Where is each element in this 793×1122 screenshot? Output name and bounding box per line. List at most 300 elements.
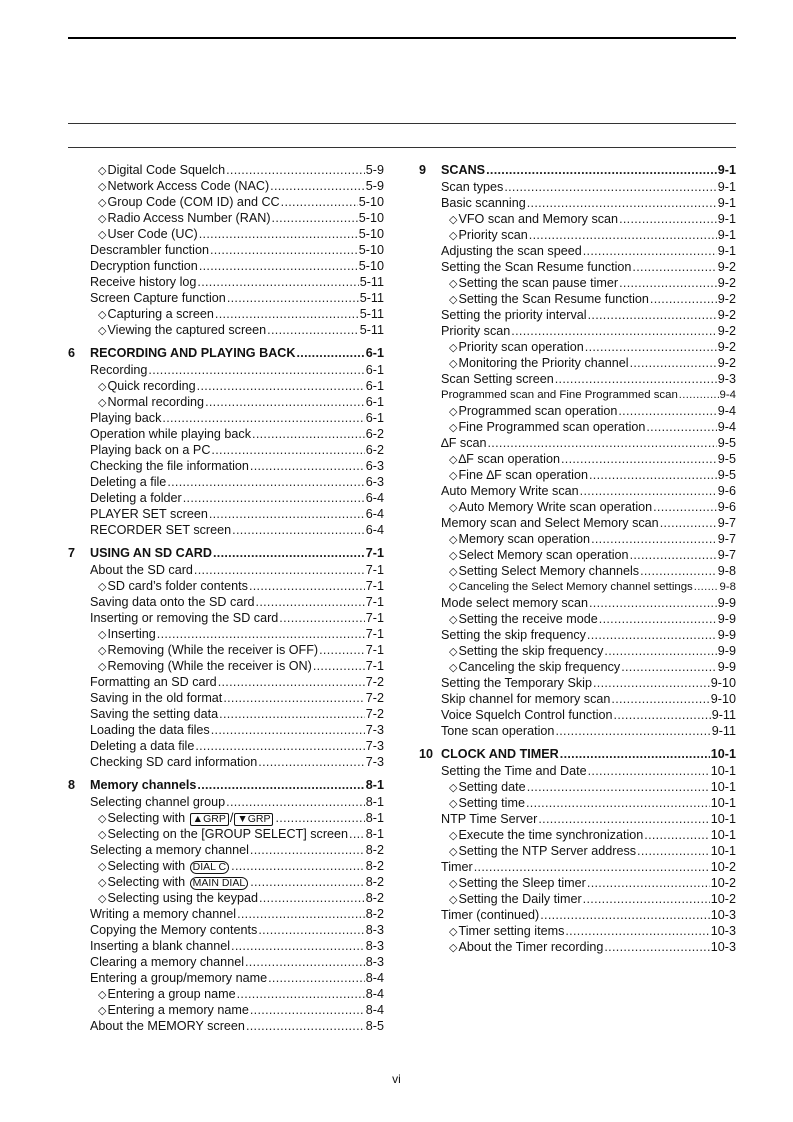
toc-entry-page: 7-1 <box>365 579 384 593</box>
toc-entry-page: 6-1 <box>365 363 384 377</box>
toc-section-9 <box>419 162 736 739</box>
toc-entry-page: 7-1 <box>365 595 384 609</box>
toc-entry[interactable] <box>90 178 384 194</box>
toc-entry[interactable] <box>90 642 384 658</box>
main-dial-key-icon: MAIN DIAL <box>190 877 249 890</box>
toc-entry[interactable] <box>441 875 736 891</box>
toc-entry[interactable] <box>90 890 384 906</box>
toc-entry[interactable] <box>441 763 736 779</box>
toc-entry[interactable] <box>441 323 736 339</box>
toc-entry[interactable] <box>90 306 384 322</box>
toc-entry-page: 5-10 <box>358 227 384 241</box>
toc-entry[interactable] <box>90 162 384 178</box>
toc-entry-title: Checking SD card information <box>90 755 258 769</box>
toc-entry-title: ◇ Fine ∆F scan operation <box>441 467 588 484</box>
toc-entry[interactable] <box>441 891 736 907</box>
toc-entry[interactable] <box>90 986 384 1002</box>
toc-entry-title: ◇ ∆F scan operation <box>441 451 560 468</box>
toc-entry[interactable] <box>441 483 736 499</box>
toc-entry[interactable] <box>441 795 736 811</box>
toc-entry-title: ◇ Viewing the captured screen <box>90 322 266 339</box>
toc-entry-title: ◇ Entering a memory name <box>90 1002 249 1019</box>
section-title: Memory channels <box>90 778 197 792</box>
toc-entry-page: 6-4 <box>365 507 384 521</box>
toc-entry[interactable] <box>441 779 736 795</box>
toc-entry[interactable] <box>90 274 384 290</box>
toc-entry-title: Operation while playing back <box>90 427 252 441</box>
toc-entry-page: 8-5 <box>365 1019 384 1033</box>
toc-entry-title: Recording <box>90 363 148 377</box>
toc-entry-title: Setting the Scan Resume function <box>441 260 632 274</box>
toc-entry-page: 7-1 <box>365 659 384 673</box>
toc-entry-title: ◇ Memory scan operation <box>441 531 590 548</box>
toc-section-10 <box>419 746 736 955</box>
top-rule <box>68 37 736 39</box>
toc-entry[interactable] <box>90 690 384 706</box>
toc-entry-title: ◇ Radio Access Number (RAN) <box>90 210 271 227</box>
toc-entry[interactable] <box>441 675 736 691</box>
toc-entry-title: ◇ Setting the Sleep timer <box>441 875 586 892</box>
toc-entry-page: 5-10 <box>358 243 384 257</box>
dial-c-key-icon: DIAL C <box>190 861 229 874</box>
toc-entry-title: ◇ VFO scan and Memory scan <box>441 211 618 228</box>
toc-entry-title: ◇ Fine Programmed scan operation <box>441 419 645 436</box>
toc-entry-page: 9-1 <box>717 244 736 258</box>
toc-entry-title: Scan types <box>441 180 504 194</box>
section-heading[interactable] <box>68 777 384 794</box>
grp-up-key-icon: ▲GRP <box>190 813 229 826</box>
toc-entry-page: 6-4 <box>365 523 384 537</box>
toc-entry-title: ◇ Removing (While the receiver is ON) <box>90 658 312 675</box>
toc-entry[interactable] <box>441 467 736 483</box>
toc-entry-page: 7-1 <box>365 611 384 625</box>
toc-entry-page: 7-3 <box>365 723 384 737</box>
toc-entry-page: 9-2 <box>717 292 736 306</box>
toc-entry[interactable] <box>90 842 384 858</box>
toc-entry[interactable] <box>90 674 384 690</box>
toc-entry-title: ◇ Setting the receive mode <box>441 611 598 628</box>
toc-entry-page: 9-1 <box>717 180 736 194</box>
toc-entry-page: 10-2 <box>710 860 736 874</box>
toc-entry[interactable]: ◇ Selecting with ▲GRP / ▼GRP ..... 8-1 <box>90 810 384 826</box>
toc-entry-page: 9-1 <box>717 212 736 226</box>
section-heading[interactable] <box>419 746 736 763</box>
toc-entry-title: Memory scan and Select Memory scan <box>441 516 659 530</box>
toc-entry-title: ◇ Inserting <box>90 626 156 643</box>
toc-entry-title: About the MEMORY screen <box>90 1019 245 1033</box>
toc-entry[interactable] <box>441 259 736 275</box>
toc-entry-page: 9-2 <box>717 324 736 338</box>
toc-entry-page: 10-2 <box>710 876 736 890</box>
toc-entry-page: 9-2 <box>717 276 736 290</box>
toc-entry-page: 9-6 <box>717 500 736 514</box>
header-rule-upper <box>68 123 736 124</box>
toc-entry-page: 8-3 <box>365 955 384 969</box>
toc-entry-page: 8-2 <box>365 907 384 921</box>
toc-entry-title: Selecting channel group <box>90 795 226 809</box>
section-number: 10 <box>419 747 434 761</box>
toc-entry[interactable] <box>441 659 736 675</box>
toc-entry-title: ◇ Setting the Daily timer <box>441 891 582 908</box>
toc-entry[interactable] <box>441 243 736 259</box>
toc-entry-title: Saving in the old format <box>90 691 223 705</box>
toc-entry-page: 9-4 <box>717 420 736 434</box>
toc-entry[interactable] <box>441 275 736 291</box>
toc-section-8 <box>68 777 384 1034</box>
toc-entry[interactable] <box>90 754 384 770</box>
toc-entry-title: Decryption function <box>90 259 198 273</box>
toc-entry[interactable] <box>90 426 384 442</box>
toc-entry-title: Inserting or removing the SD card <box>90 611 279 625</box>
toc-entry-page: 8-4 <box>365 987 384 1001</box>
toc-entry-title: Entering a group/memory name <box>90 971 268 985</box>
toc-entry[interactable] <box>441 691 736 707</box>
section-page: 7-1 <box>365 546 384 560</box>
toc-entry[interactable] <box>90 194 384 210</box>
toc-entry-title: Receive history log <box>90 275 197 289</box>
toc-entry-page: 10-3 <box>710 924 736 938</box>
toc-entry-page: 9-10 <box>710 676 736 690</box>
section-title: USING AN SD CARD <box>90 546 212 560</box>
section-title: SCANS <box>441 163 486 177</box>
toc-entry-page: 8-4 <box>365 971 384 985</box>
toc-entry[interactable] <box>90 442 384 458</box>
toc-entry[interactable] <box>441 387 736 403</box>
toc-entry[interactable] <box>90 378 384 394</box>
toc-entry-page: 6-3 <box>365 475 384 489</box>
toc-entry[interactable] <box>441 707 736 723</box>
toc-entry-title: ◇ Setting Select Memory channels <box>441 563 639 580</box>
toc-entry[interactable] <box>90 458 384 474</box>
toc-entry[interactable] <box>90 738 384 754</box>
toc-entry-page: 7-1 <box>365 643 384 657</box>
toc-entry[interactable] <box>90 394 384 410</box>
toc-entry-title: Setting the skip frequency <box>441 628 586 642</box>
toc-entry-page: 8-4 <box>365 1003 384 1017</box>
toc-entry-page: 6-1 <box>365 395 384 409</box>
toc-entry[interactable] <box>90 1018 384 1034</box>
toc-entry[interactable] <box>441 291 736 307</box>
toc-entry-title: RECORDER SET screen <box>90 523 232 537</box>
toc-entry-title: Timer (continued) <box>441 908 540 922</box>
toc-entry-title: ◇ Removing (While the receiver is OFF) <box>90 642 318 659</box>
toc-entry-page: 10-1 <box>710 828 736 842</box>
toc-continued-section <box>68 162 384 338</box>
page-number: vi <box>392 1072 401 1086</box>
toc-entry[interactable] <box>90 626 384 642</box>
section-number: 9 <box>419 163 427 177</box>
toc-entry-page: 9-4 <box>719 389 736 401</box>
toc-entry-title: ◇ Quick recording <box>90 378 196 395</box>
toc-entry-page: 7-2 <box>365 707 384 721</box>
toc-entry-page: 6-1 <box>365 379 384 393</box>
toc-entry-page: 9-5 <box>717 436 736 450</box>
toc-entry-title: ◇ Programmed scan operation <box>441 403 617 420</box>
section-number: 7 <box>68 546 76 560</box>
toc-entry[interactable] <box>441 907 736 923</box>
toc-entry[interactable] <box>441 435 736 451</box>
toc-section-7 <box>68 545 384 770</box>
toc-entry-page: 10-1 <box>710 780 736 794</box>
toc-entry-page: 5-10 <box>358 211 384 225</box>
toc-entry-page: 7-3 <box>365 739 384 753</box>
toc-entry-title: ◇ Priority scan <box>441 227 528 244</box>
toc-entry[interactable] <box>90 562 384 578</box>
toc-entry-page: 9-11 <box>711 708 736 722</box>
section-entries <box>419 179 736 739</box>
toc-entry[interactable] <box>441 499 736 515</box>
toc-entry-title: Clearing a memory channel <box>90 955 244 969</box>
toc-entry-page: 5-10 <box>358 195 384 209</box>
toc-entry[interactable] <box>90 954 384 970</box>
section-heading[interactable] <box>419 162 736 179</box>
toc-entry[interactable]: ◇ Selecting with DIAL C ..... 8-2 <box>90 858 384 874</box>
toc-entry[interactable] <box>90 610 384 626</box>
toc-entry[interactable] <box>90 578 384 594</box>
toc-entry[interactable]: ◇ Selecting with MAIN DIAL ..... 8-2 <box>90 874 384 890</box>
toc-entry[interactable] <box>90 594 384 610</box>
toc-entry[interactable] <box>441 531 736 547</box>
toc-entry-page: 8-2 <box>365 843 384 857</box>
toc-entry-title: ◇ Setting the skip frequency <box>441 643 603 660</box>
section-number: 6 <box>68 346 76 360</box>
toc-section-6 <box>68 345 384 538</box>
section-page: 6-1 <box>365 346 384 360</box>
toc-entry-title: ◇ Monitoring the Priority channel <box>441 355 629 372</box>
toc-entry-title: Playing back <box>90 411 162 425</box>
toc-entry[interactable] <box>441 843 736 859</box>
toc-entry-page: 9-4 <box>717 404 736 418</box>
toc-entry[interactable] <box>441 595 736 611</box>
toc-entry-page: 10-3 <box>710 940 736 954</box>
toc-entry-page: 10-1 <box>710 796 736 810</box>
toc-entry-page: 6-4 <box>365 491 384 505</box>
toc-entry[interactable] <box>441 579 736 595</box>
toc-entry-title: Checking the file information <box>90 459 249 473</box>
toc-entry-title: Selecting a memory channel <box>90 843 249 857</box>
toc-entry-page: 9-2 <box>717 260 736 274</box>
toc-entry-page: 5-9 <box>365 163 384 177</box>
toc-entry[interactable] <box>90 722 384 738</box>
toc-entry-title: ◇ Entering a group name <box>90 986 236 1003</box>
toc-entry[interactable] <box>441 419 736 435</box>
toc-entry-page: 9-2 <box>717 340 736 354</box>
toc-entry-title: ◇ Select Memory scan operation <box>441 547 629 564</box>
toc-entry-page: 10-1 <box>710 812 736 826</box>
toc-entry-page: 8-1 <box>365 795 384 809</box>
toc-entry[interactable] <box>441 515 736 531</box>
toc-entry-title: ∆F scan <box>441 436 487 450</box>
toc-entry[interactable] <box>441 859 736 875</box>
toc-entry-title: Inserting a blank channel <box>90 939 231 953</box>
toc-entry-title: Deleting a file <box>90 475 167 489</box>
toc-entry-title: Voice Squelch Control function <box>441 708 613 722</box>
toc-entry-title: Basic scanning <box>441 196 526 210</box>
toc-entry[interactable] <box>441 339 736 355</box>
toc-entry[interactable] <box>90 242 384 258</box>
toc-entry-page: 7-2 <box>365 675 384 689</box>
toc-entry[interactable] <box>441 403 736 419</box>
toc-entry[interactable] <box>441 643 736 659</box>
toc-entry[interactable] <box>441 939 736 955</box>
toc-entry-page: 9-6 <box>717 484 736 498</box>
toc-entry-page: 9-8 <box>717 564 736 578</box>
toc-entry[interactable] <box>90 410 384 426</box>
toc-entry-title: Screen Capture function <box>90 291 226 305</box>
toc-entry-title: ◇ Canceling the Select Memory channel settings <box>441 579 693 595</box>
toc-entry-page: 9-9 <box>717 612 736 626</box>
toc-entry-title: Mode select memory scan <box>441 596 588 610</box>
toc-entry[interactable] <box>90 210 384 226</box>
toc-entry[interactable] <box>90 506 384 522</box>
toc-entry[interactable] <box>90 474 384 490</box>
toc-entry-page: 8-3 <box>365 939 384 953</box>
section-entries <box>68 794 384 1034</box>
toc-entry-page: 9-7 <box>717 532 736 546</box>
section-number: 8 <box>68 778 76 792</box>
toc-entry-page: 9-1 <box>717 228 736 242</box>
toc-entry-page: 8-1 <box>365 827 384 841</box>
toc-entry-title: Copying the Memory contents <box>90 923 258 937</box>
toc-entry-title: Setting the priority interval <box>441 308 587 322</box>
toc-entry[interactable] <box>90 322 384 338</box>
toc-entry-page: 9-9 <box>717 596 736 610</box>
toc-entry-page: 9-7 <box>717 548 736 562</box>
section-entries <box>68 362 384 538</box>
toc-entry[interactable] <box>441 563 736 579</box>
toc-entry[interactable] <box>441 627 736 643</box>
toc-right-column <box>419 162 736 955</box>
toc-entry-title: ◇ Network Access Code (NAC) <box>90 178 269 195</box>
toc-entry[interactable] <box>90 906 384 922</box>
toc-entry[interactable] <box>90 258 384 274</box>
toc-entry-page: 7-2 <box>365 691 384 705</box>
toc-entry-title: ◇ Setting the scan pause timer <box>441 275 618 292</box>
toc-entry[interactable] <box>441 811 736 827</box>
toc-entry-page: 5-11 <box>359 275 384 289</box>
toc-entry-page: 10-2 <box>710 892 736 906</box>
toc-entry-title: ◇ Execute the time synchronization <box>441 827 643 844</box>
toc-entry-title: Playing back on a PC <box>90 443 211 457</box>
toc-entry[interactable] <box>441 371 736 387</box>
toc-entry-title: ◇ Group Code (COM ID) and CC <box>90 194 280 211</box>
toc-entry-title: ◇ Auto Memory Write scan operation <box>441 499 652 516</box>
toc-entry[interactable] <box>90 938 384 954</box>
toc-entry-title: ◇ Setting the Scan Resume function <box>441 291 649 308</box>
toc-entry-page: 8-2 <box>365 891 384 905</box>
toc-entry-page: 9-2 <box>717 356 736 370</box>
toc-left-column <box>68 162 384 1034</box>
toc-entry[interactable] <box>90 362 384 378</box>
toc-entry[interactable] <box>441 611 736 627</box>
toc-entry-page: 8-3 <box>365 923 384 937</box>
toc-entry[interactable] <box>90 290 384 306</box>
toc-entry[interactable] <box>90 490 384 506</box>
toc-entry[interactable] <box>441 827 736 843</box>
toc-entry[interactable] <box>90 826 384 842</box>
toc-entry[interactable] <box>90 522 384 538</box>
toc-entry[interactable] <box>90 794 384 810</box>
toc-entry[interactable] <box>90 706 384 722</box>
toc-entry[interactable] <box>441 547 736 563</box>
section-heading[interactable] <box>68 345 384 362</box>
toc-entry[interactable] <box>90 970 384 986</box>
toc-entry-title: ◇ Capturing a screen <box>90 306 214 323</box>
toc-entry-page: 5-9 <box>365 179 384 193</box>
toc-entry[interactable] <box>90 1002 384 1018</box>
toc-entry-title: ◇ Selecting using the keypad <box>90 890 258 907</box>
toc-entry-page: 5-11 <box>359 323 384 337</box>
toc-entry-title: ◇ SD card’s folder contents <box>90 578 248 595</box>
toc-entry-title: PLAYER SET screen <box>90 507 208 521</box>
toc-entry-title: Adjusting the scan speed <box>441 244 582 258</box>
toc-entry-title: Tone scan operation <box>441 724 555 738</box>
toc-entry-title: Setting the Time and Date <box>441 764 587 778</box>
toc-entry-page: 9-5 <box>717 468 736 482</box>
toc-entry-title: Saving data onto the SD card <box>90 595 255 609</box>
toc-entry[interactable] <box>90 922 384 938</box>
toc-entry[interactable] <box>441 179 736 195</box>
section-page: 8-1 <box>365 778 384 792</box>
toc-entry-page: 9-9 <box>717 660 736 674</box>
toc-entry-page: 9-2 <box>717 308 736 322</box>
header-rule-lower <box>68 147 736 148</box>
grp-down-key-icon: ▼GRP <box>234 813 273 826</box>
toc-entry-title: ◇ Setting time <box>441 795 525 812</box>
toc-entry-title: ◇ About the Timer recording <box>441 939 603 956</box>
toc-entry-page: 9-7 <box>717 516 736 530</box>
section-entries <box>419 763 736 955</box>
toc-entry[interactable] <box>441 355 736 371</box>
section-page: 10-1 <box>710 747 736 761</box>
toc-entry[interactable] <box>90 226 384 242</box>
toc-entry-page: 9-8 <box>719 581 736 593</box>
toc-entry-title: ◇ Digital Code Squelch <box>90 162 225 179</box>
toc-entry[interactable] <box>441 195 736 211</box>
toc-entry-title: ◇ Selecting on the [GROUP SELECT] screen <box>90 826 348 843</box>
toc-entry-page: 5-10 <box>358 259 384 273</box>
toc-entry-page: 5-11 <box>359 307 384 321</box>
toc-entry[interactable] <box>441 211 736 227</box>
toc-entry-title: Timer <box>441 860 473 874</box>
toc-entry-title: Programmed scan and Fine Programmed scan <box>441 389 678 401</box>
toc-entry[interactable] <box>441 307 736 323</box>
toc-entry-page: 7-1 <box>365 563 384 577</box>
toc-entry-page: 10-3 <box>710 908 736 922</box>
toc-entry-title: Scan Setting screen <box>441 372 554 386</box>
toc-entry[interactable] <box>441 451 736 467</box>
toc-entry-title: Priority scan <box>441 324 511 338</box>
toc-entry-title: Setting the Temporary Skip <box>441 676 592 690</box>
toc-entry-page: 10-1 <box>710 764 736 778</box>
toc-entry-page: 9-3 <box>717 372 736 386</box>
section-title: CLOCK AND TIMER <box>441 747 559 761</box>
toc-entry-title: Saving the setting data <box>90 707 219 721</box>
section-heading[interactable] <box>68 545 384 562</box>
toc-entry[interactable] <box>441 923 736 939</box>
toc-entry-title: Skip channel for memory scan <box>441 692 611 706</box>
toc-entry[interactable] <box>441 227 736 243</box>
toc-entry-page: 9-1 <box>717 196 736 210</box>
toc-entry-title: ◇ Priority scan operation <box>441 339 584 356</box>
section-title: RECORDING AND PLAYING BACK <box>90 346 296 360</box>
toc-entry[interactable] <box>441 723 736 739</box>
toc-entry-page: 9-5 <box>717 452 736 466</box>
toc-entry[interactable] <box>90 658 384 674</box>
toc-entry-title: ◇ Setting date <box>441 779 526 796</box>
toc-entry-page: 9-10 <box>710 692 736 706</box>
toc-entry-title: About the SD card <box>90 563 193 577</box>
